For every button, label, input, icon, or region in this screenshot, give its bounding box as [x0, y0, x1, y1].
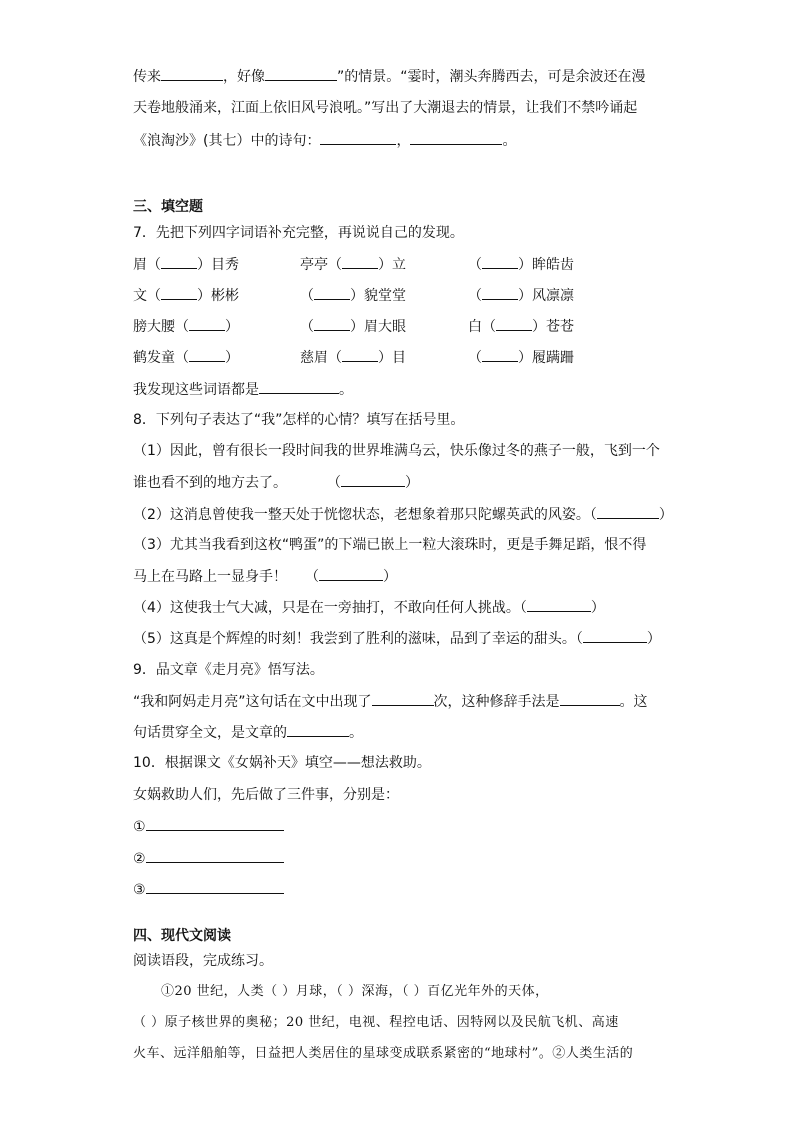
idiom-row — [468, 347, 574, 368]
idiom-text: 鹤发童（ — [133, 350, 189, 366]
idiom-text: 慈眉（ — [300, 350, 342, 366]
intro-text: ”的情景。“霎时，潮头奔腾西去，可是余波还在漫 — [337, 69, 646, 85]
idiom-text: 白（ — [468, 319, 496, 335]
intro-line-2 — [133, 98, 637, 118]
idiom-row — [468, 285, 574, 306]
question-stem: 9．品文章《走月亮》悟写法。 — [133, 662, 324, 678]
idiom-row — [468, 254, 574, 275]
section-title: 三、填空题 — [133, 199, 203, 215]
answer-blank[interactable] — [560, 691, 620, 706]
reading-instruction: 阅读语段，完成练习。 — [133, 953, 273, 969]
q9-text: 。这 — [619, 694, 648, 710]
reading-passage-line: （ ）原子核世界的奥秘；20 世纪，电视、程控电话、因特网以及民航飞机、高速 — [133, 1015, 619, 1030]
idiom-text: ）眉大眼 — [350, 319, 406, 335]
item-marker: ③ — [133, 882, 146, 898]
q9-text: 次，这种修辞手法是 — [433, 694, 560, 710]
idiom-row — [300, 254, 406, 275]
bracket: （ — [575, 631, 583, 647]
answer-blank[interactable] — [342, 347, 378, 362]
answer-blank[interactable] — [372, 691, 434, 706]
idiom-text: ）眸皓齿 — [518, 257, 574, 273]
idiom-text: ） — [225, 350, 239, 366]
sentence-text: 马上在马路上一显身手！ — [133, 569, 287, 585]
q9-text: 句话贯穿全文，是文章的 — [133, 725, 287, 741]
sentence-text: （5）这真是个辉煌的时刻！我尝到了胜利的滋味，品到了幸运的甜头。 — [133, 631, 576, 647]
sentence-line — [133, 472, 419, 493]
answer-item — [133, 816, 284, 837]
sentence-text: 谁也看不到的地方去了。 — [133, 475, 287, 491]
finding-text: 。 — [339, 382, 353, 398]
idiom-text: （ — [468, 257, 482, 273]
idiom-row — [300, 285, 406, 306]
answer-blank[interactable] — [146, 848, 284, 863]
q9-text: “我和阿妈走月亮”这句话在文中出现了 — [133, 694, 372, 710]
idiom-row — [133, 254, 239, 275]
answer-blank[interactable] — [314, 316, 350, 331]
idiom-row — [300, 316, 406, 337]
q9-text: 。 — [349, 725, 363, 741]
finding-line — [133, 379, 353, 400]
intro-line-3 — [133, 130, 516, 151]
answer-blank[interactable] — [583, 628, 647, 643]
idiom-row — [300, 347, 406, 368]
idiom-row — [133, 285, 239, 306]
sentence-line: （1）因此，曾有很长一段时间我的世界堆满乌云，快乐像过冬的燕子一般，飞到一个 — [133, 443, 660, 459]
q9-line-2 — [133, 722, 363, 743]
idiom-text: （ — [468, 288, 482, 304]
item-marker: ② — [133, 851, 146, 867]
idiom-text: 亭亭（ — [300, 257, 342, 273]
intro-text: 传来 — [133, 69, 161, 85]
idiom-row — [133, 347, 239, 368]
answer-blank[interactable] — [319, 566, 383, 581]
sentence-line — [133, 504, 673, 525]
reading-passage-line: 火车、远洋船舶等，日益把人类居住的星球变成联系紧密的“地球村”。②人类生活的 — [133, 1046, 634, 1061]
answer-blank[interactable] — [482, 254, 518, 269]
answer-item — [133, 848, 284, 869]
answer-blank[interactable] — [259, 379, 339, 394]
idiom-text: 文（ — [133, 288, 161, 304]
intro-text: ， — [396, 133, 411, 149]
intro-text: 。 — [502, 133, 517, 149]
sentence-line — [133, 628, 661, 649]
sentence-text: （2）这消息曾使我一整天处于恍惚状态，老想象着那只陀螺英武的风姿。 — [133, 507, 590, 523]
reading-passage-line: ①20 世纪，人类（ ）月球，（ ）深海，（ ）百亿光年外的天体， — [161, 984, 549, 999]
idiom-text: ）彬彬 — [197, 288, 239, 304]
idiom-text: 膀大腰（ — [133, 319, 189, 335]
answer-blank[interactable] — [527, 597, 591, 612]
bracket: ） — [383, 569, 397, 585]
idiom-text: ）目 — [378, 350, 406, 366]
answer-blank[interactable] — [287, 722, 349, 737]
idiom-text: ）苍苍 — [532, 319, 574, 335]
idiom-text: ）貌堂堂 — [350, 288, 406, 304]
answer-blank[interactable] — [146, 879, 284, 894]
answer-blank[interactable] — [320, 130, 396, 145]
intro-line-1 — [133, 66, 646, 87]
item-marker: ① — [133, 819, 146, 835]
answer-blank[interactable] — [482, 285, 518, 300]
idiom-text: ）履蹒跚 — [518, 350, 574, 366]
bracket: （ — [519, 600, 527, 616]
answer-blank[interactable] — [342, 254, 378, 269]
bracket: （ — [589, 507, 597, 523]
idiom-row — [468, 316, 574, 337]
bracket: （ — [327, 475, 341, 491]
bracket: ） — [405, 475, 419, 491]
answer-blank[interactable] — [314, 285, 350, 300]
sentence-text: （4）这使我士气大减，只是在一旁抽打，不敢向任何人挑战。 — [133, 600, 520, 616]
intro-text: 天卷地般涌来，江面上依旧风号浪吼。”写出了大潮退去的情景，让我们不禁吟诵起 — [133, 100, 638, 116]
idiom-text: ）风凛凛 — [518, 288, 574, 304]
answer-blank[interactable] — [161, 254, 197, 269]
sentence-line — [133, 597, 605, 618]
q9-line-1 — [133, 691, 648, 712]
answer-item — [133, 879, 284, 900]
answer-blank[interactable] — [341, 472, 405, 487]
idiom-text: （ — [300, 288, 314, 304]
q10-instruction: 女娲救助人们，先后做了三件事，分别是： — [133, 787, 399, 803]
intro-text: 《浪淘沙》(其七）中的诗句： — [133, 133, 321, 149]
bracket: ） — [658, 507, 673, 523]
idiom-text: ）目秀 — [197, 257, 239, 273]
section-title: 四、现代文阅读 — [133, 928, 231, 944]
answer-blank[interactable] — [161, 285, 197, 300]
answer-blank[interactable] — [597, 504, 659, 519]
idiom-text: 眉（ — [133, 257, 161, 273]
sentence-line: （3）尤其当我看到这枚“鸭蛋”的下端已嵌上一粒大滚珠时，更是手舞足蹈，恨不得 — [133, 537, 647, 553]
bracket: ） — [646, 631, 661, 647]
idiom-text: （ — [468, 350, 482, 366]
idiom-row — [133, 316, 239, 337]
answer-blank[interactable] — [482, 347, 518, 362]
finding-text: 我发现这些词语都是 — [133, 382, 259, 398]
answer-blank[interactable] — [496, 316, 532, 331]
question-stem: 7．先把下列四字词语补充完整，再说说自己的发现。 — [133, 225, 464, 241]
idiom-text: （ — [300, 319, 314, 335]
answer-blank[interactable] — [265, 66, 337, 81]
idiom-text: ） — [225, 319, 239, 335]
answer-blank[interactable] — [410, 130, 502, 145]
idiom-text: ）立 — [378, 257, 406, 273]
answer-blank[interactable] — [146, 816, 284, 831]
answer-blank[interactable] — [161, 66, 223, 81]
answer-blank[interactable] — [189, 347, 225, 362]
bracket: ） — [590, 600, 605, 616]
bracket: （ — [305, 569, 319, 585]
question-stem: 10．根据课文《女娲补天》填空——想法救助。 — [133, 755, 431, 771]
question-stem: 8．下列句子表达了“我”怎样的心情？填写在括号里。 — [133, 412, 465, 428]
sentence-line — [133, 566, 397, 587]
answer-blank[interactable] — [189, 316, 225, 331]
intro-text: ，好像 — [223, 69, 265, 85]
